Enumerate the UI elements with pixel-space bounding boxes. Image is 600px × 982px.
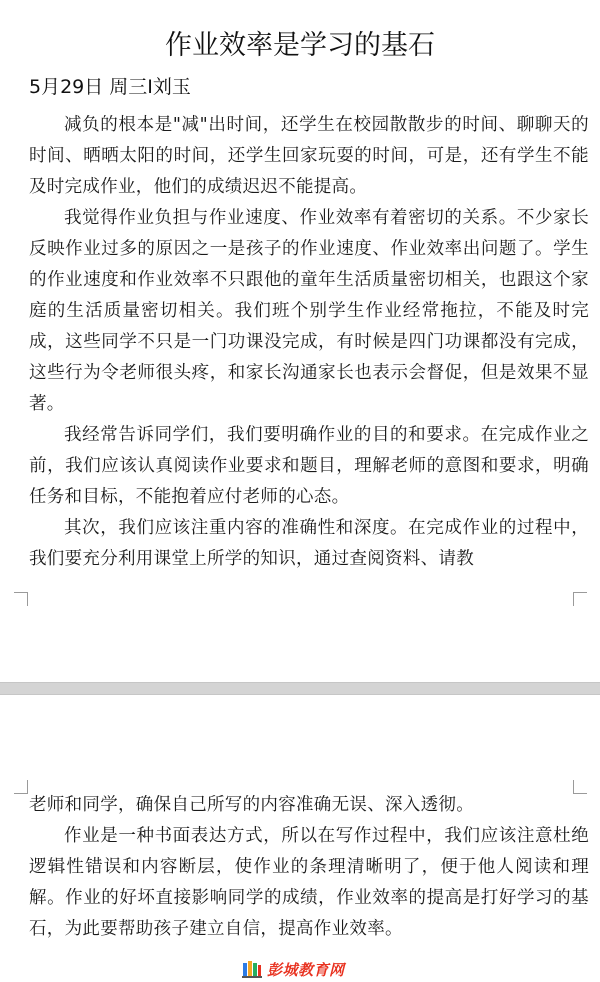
page-break-gap <box>0 682 600 695</box>
watermark-text: 彭城教育网 <box>267 960 345 979</box>
book-logo-icon <box>242 960 262 978</box>
paragraph: 其次，我们应该注重内容的准确性和深度。在完成作业的过程中，我们要充分利用课堂上所学的知识，通过查阅资料、请教 <box>29 518 589 569</box>
paragraph: 减负的根本是"减"出时间，还学生在校园散散步的时间、聊聊天的时间、晒晒太阳的时间，还学生回家玩耍的时间，可是，还有学生不能及时完成作业，他们的成绩迟迟不能提高。 <box>29 115 589 197</box>
paragraph: 我经常告诉同学们，我们要明确作业的目的和要求。在完成作业之前，我们应该认真阅读作业要求和题目，理解老师的意图和要求，明确任务和目标，不能抱着应付老师的心态。 <box>29 425 589 507</box>
paragraph: 我觉得作业负担与作业速度、作业效率有着密切的关系。不少家长反映作业过多的原因之一是孩子的作业速度、作业效率出问题了。学生的作业速度和作业效率不只跟他的童年生活质量密切相关，也跟这个家庭的生活质量密切相关。我们班个别学生作业经常拖拉，不能及时完成，这些同学不只是一门功课没完成，有时候是四门功课都没有完成，这些行为令老师很头疼，和家长沟通家长也表示会督促，但是效果不显著。 <box>29 208 589 414</box>
paragraph: 作业是一种书面表达方式，所以在写作过程中，我们应该注意杜绝逻辑性错误和内容断层，使作业的条理清晰明了，便于他人阅读和理解。作业的好坏直接影响同学的成绩，作业效率的提高是打好学习的基石，为此要帮助孩子建立自信，提高作业效率。 <box>29 826 589 939</box>
watermark <box>242 958 345 980</box>
page-1-body <box>29 110 589 575</box>
paragraph-continuation: 老师和同学，确保自己所写的内容准确无误、深入透彻。 <box>29 795 474 815</box>
page-corner-mark-bottom-left <box>14 592 28 606</box>
page-corner-mark-bottom-right <box>573 592 587 606</box>
document-byline: 5月29日 周三I刘玉 <box>29 76 191 98</box>
document-page-2 <box>0 695 600 982</box>
document-title: 作业效率是学习的基石 <box>165 30 435 61</box>
page-corner-mark-top-left <box>14 780 28 794</box>
page-2-body <box>29 790 589 945</box>
